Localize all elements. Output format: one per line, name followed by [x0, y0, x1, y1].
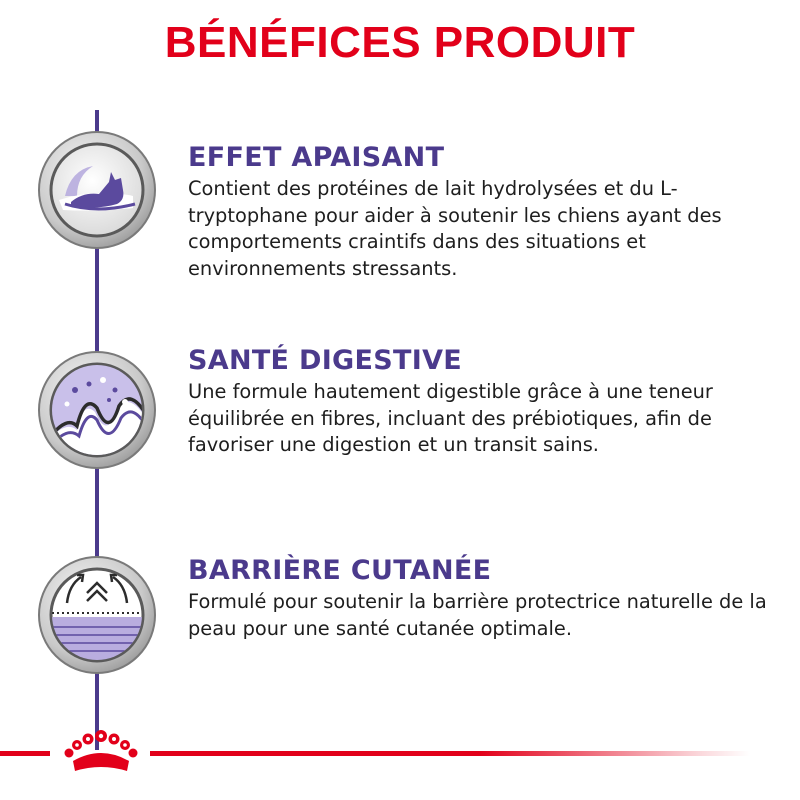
benefit-heading: EFFET APAISANT — [188, 142, 445, 173]
benefit-heading: SANTÉ DIGESTIVE — [188, 345, 463, 376]
benefit-skin-barrier — [188, 555, 783, 642]
royal-canin-crown-logo — [55, 727, 147, 777]
benefit-text: Formulé pour soutenir la barrière protectrice naturelle de la peau pour une santé cutanée optimale. — [188, 590, 767, 640]
benefit-text: Une formule hautement digestible grâce à une teneur équilibrée en fibres, incluant des prébiotiques, afin de favoriser une digestion et un transit sains. — [188, 380, 713, 456]
skin-barrier-icon — [37, 555, 157, 675]
benefit-heading: BARRIÈRE CUTANÉE — [188, 555, 492, 586]
benefit-soothing — [188, 142, 783, 282]
resting-cat-icon — [37, 130, 157, 250]
footer-line-left — [0, 751, 50, 756]
benefit-digestive — [188, 345, 783, 459]
footer-line-right — [150, 751, 750, 756]
page-title: BÉNÉFICES PRODUIT — [164, 18, 636, 67]
digestive-tract-icon — [37, 350, 157, 470]
benefit-text: Contient des protéines de lait hydrolysées et du L-tryptophane pour aider à soutenir les chiens ayant des comportements craintifs dans des situations et environnements stressants. — [188, 177, 722, 280]
